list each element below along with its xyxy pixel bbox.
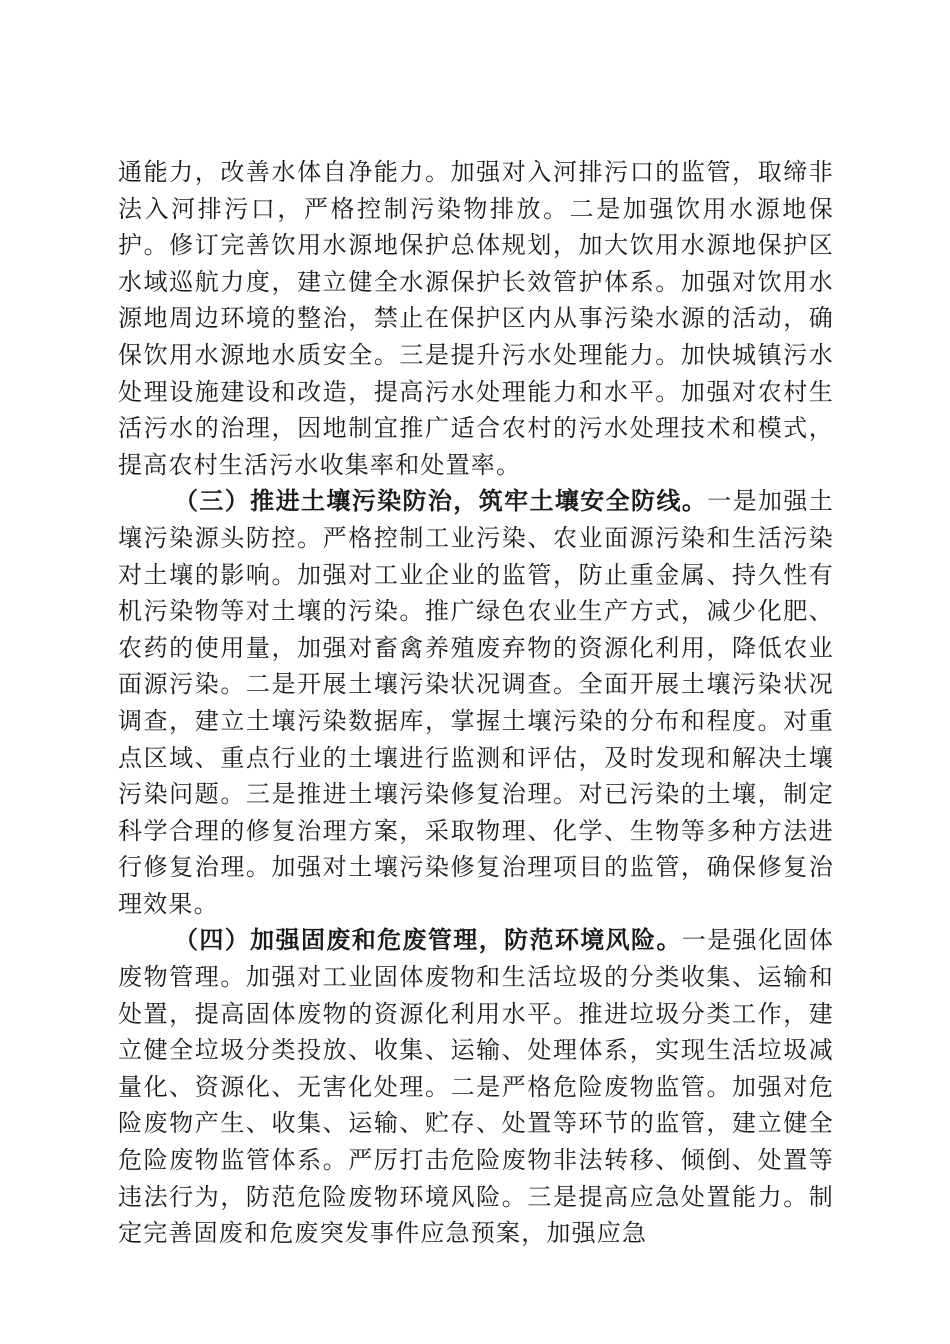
paragraph-text: 通能力，改善水体自净能力。加强对入河排污口的监管，取缔非法入河排污口，严格控制污染物排放。二是加强饮用水源地保护。修订完善饮用水源地保护总体规划，加大饮用水源地保护区水域巡航力度，建立健全水源保护长效管护体系。加强对饮用水源地周边环境的整治，禁止在保护区内从事污染水源的活动，确保饮用水源地水质安全。三是提升污水处理能力。加快城镇污水处理设施建设和改造，提高污水处理能力和水平。加强对农村生活污水的治理，因地制宜推广适合农村的污水处理技术和模式，提高农村生活污水收集率和处置率。 [118, 158, 834, 479]
paragraph-continuation [118, 154, 834, 483]
document-body [118, 154, 834, 1252]
section-heading-3: （三）推进土壤污染防治，筑牢土壤安全防线。 [174, 486, 708, 516]
paragraph-section-3 [118, 483, 834, 922]
paragraph-section-4 [118, 922, 834, 1251]
section-heading-4: （四）加强固废和危废管理，防范环境风险。 [174, 925, 682, 955]
paragraph-text: 一是强化固体废物管理。加强对工业固体废物和生活垃圾的分类收集、运输和处置，提高固体废物的资源化利用水平。推进垃圾分类工作，建立健全垃圾分类投放、收集、运输、处理体系，实现生活垃圾减量化、资源化、无害化处理。二是严格危险废物监管。加强对危险废物产生、收集、运输、贮存、处置等环节的监管，建立健全危险废物监管体系。严厉打击危险废物非法转移、倾倒、处置等违法行为，防范危险废物环境风险。三是提高应急处置能力。制定完善固废和危废突发事件应急预案，加强应急 [118, 926, 835, 1248]
paragraph-text: 一是加强土壤污染源头防控。严格控制工业污染、农业面源污染和生活污染对土壤的影响。加强对工业企业的监管，防止重金属、持久性有机污染物等对土壤的污染。推广绿色农业生产方式，减少化肥、农药的使用量，加强对畜禽养殖废弃物的资源化利用，降低农业面源污染。二是开展土壤污染状况调查。全面开展土壤污染状况调查，建立土壤污染数据库，掌握土壤污染的分布和程度。对重点区域、重点行业的土壤进行监测和评估，及时发现和解决土壤污染问题。三是推进土壤污染修复治理。对已污染的土壤，制定科学合理的修复治理方案，采取物理、化学、生物等多种方法进行修复治理。加强对土壤污染修复治理项目的监管，确保修复治理效果。 [118, 487, 835, 918]
